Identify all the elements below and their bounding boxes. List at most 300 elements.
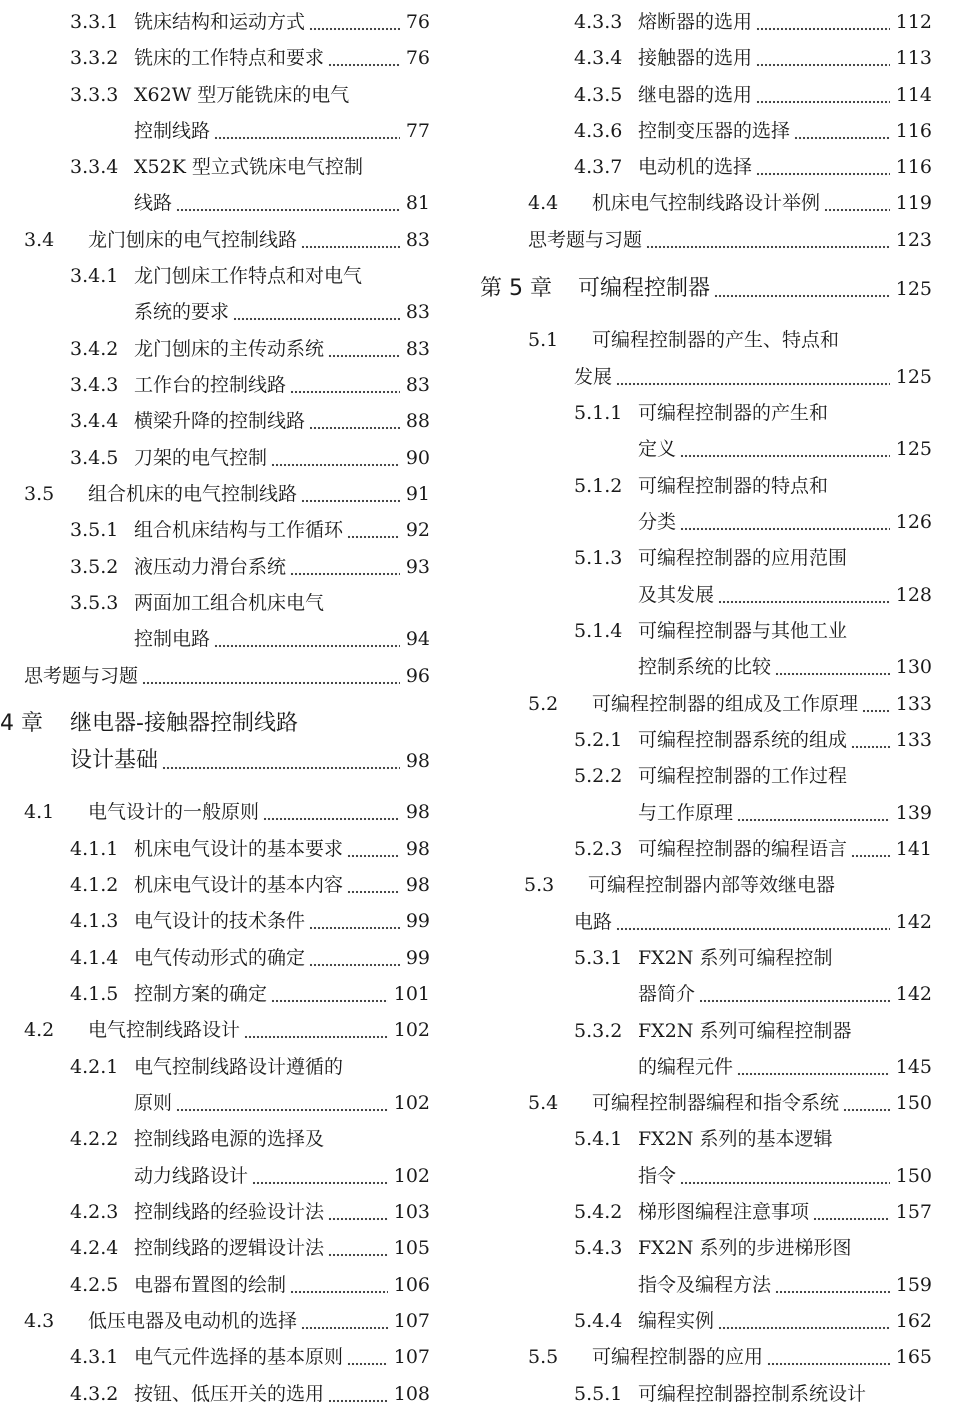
toc-entry xyxy=(0,834,430,864)
entry-heading xyxy=(574,152,752,182)
section-number: 5.4.1 xyxy=(574,1128,623,1150)
page-number: 96 xyxy=(405,665,430,687)
toc-entry xyxy=(0,870,430,900)
section-number: 4.1.4 xyxy=(70,947,119,969)
dot-leader xyxy=(347,515,400,545)
section-title: 思考题与习题 xyxy=(24,665,139,687)
toc-entry xyxy=(476,907,932,937)
dot-leader xyxy=(290,552,400,582)
toc-entry xyxy=(476,834,932,864)
toc-entry xyxy=(476,616,932,646)
entry-heading xyxy=(574,1306,714,1336)
entry-heading xyxy=(70,979,267,1009)
section-title: 控制线路 xyxy=(134,120,211,142)
toc-entry xyxy=(0,979,430,1009)
entry-heading xyxy=(574,1124,832,1154)
section-title: 控制线路的经验设计法 xyxy=(134,1201,325,1223)
toc-entry xyxy=(476,471,932,501)
toc-entry xyxy=(0,1124,430,1154)
page-number: 123 xyxy=(895,229,932,251)
page-number: 133 xyxy=(895,729,932,751)
section-number: 5.1.4 xyxy=(574,620,623,642)
page-number: 162 xyxy=(895,1310,932,1332)
page-number: 91 xyxy=(405,483,430,505)
dot-leader xyxy=(794,116,890,146)
section-title: 线路 xyxy=(134,192,173,214)
page-number: 150 xyxy=(895,1092,932,1114)
toc-entry xyxy=(0,1379,430,1409)
dot-leader xyxy=(699,979,890,1009)
toc-entry xyxy=(476,979,932,1009)
entry-heading xyxy=(638,798,733,828)
toc-entry xyxy=(476,80,932,110)
section-title: 控制变压器的选择 xyxy=(638,120,791,142)
dot-leader xyxy=(813,1197,890,1227)
section-number: 4.4 xyxy=(528,192,559,214)
section-title: 可编程控制器与其他工业 xyxy=(638,620,848,642)
section-number: 3.5.2 xyxy=(70,556,119,578)
section-title: 电器布置图的绘制 xyxy=(134,1274,287,1296)
page-number: 139 xyxy=(895,802,932,824)
dot-leader xyxy=(214,624,400,654)
dot-leader xyxy=(775,1270,890,1300)
toc-entry xyxy=(0,1233,430,1263)
section-number: 4.2.1 xyxy=(70,1056,119,1078)
section-number: 4.3.1 xyxy=(70,1346,119,1368)
section-title: 继电器的选用 xyxy=(638,84,753,106)
toc-entry xyxy=(0,443,430,473)
section-title: 机床电气设计的基本要求 xyxy=(134,838,344,860)
page-number: 94 xyxy=(405,628,430,650)
toc-entry xyxy=(476,798,932,828)
dot-leader xyxy=(680,1161,890,1191)
section-title: 龙门刨床工作特点和对电气 xyxy=(134,265,363,287)
dot-leader xyxy=(301,479,400,509)
page-number: 102 xyxy=(393,1019,430,1041)
entry-heading xyxy=(638,652,771,682)
section-title: 控制系统的比较 xyxy=(638,656,772,678)
dot-leader xyxy=(775,652,890,682)
entry-heading xyxy=(70,834,343,864)
toc-entry xyxy=(476,398,932,428)
section-number: 4.2.5 xyxy=(70,1274,119,1296)
entry-heading xyxy=(70,552,286,582)
page-number: 116 xyxy=(895,156,932,178)
page-number: 92 xyxy=(405,519,430,541)
entry-heading xyxy=(574,362,612,392)
section-number: 3.4.5 xyxy=(70,447,119,469)
entry-heading xyxy=(70,80,349,110)
section-number: 3.4.4 xyxy=(70,410,119,432)
section-number: 4.1.1 xyxy=(70,838,119,860)
dot-leader xyxy=(309,7,400,37)
toc-entry xyxy=(0,588,430,618)
page-number: 98 xyxy=(405,801,430,823)
dot-leader xyxy=(737,798,890,828)
dot-leader xyxy=(714,274,890,304)
section-number: 4.2.2 xyxy=(70,1128,119,1150)
entry-heading xyxy=(524,870,835,900)
toc-entry xyxy=(476,689,932,719)
section-number: 5.4.2 xyxy=(574,1201,623,1223)
toc-entry xyxy=(476,188,932,218)
page-number: 112 xyxy=(895,11,932,33)
section-title: 液压动力滑台系统 xyxy=(134,556,287,578)
dot-leader xyxy=(737,1052,890,1082)
entry-heading xyxy=(528,1088,839,1118)
section-number: 4.3 xyxy=(24,1310,55,1332)
toc-entry xyxy=(0,1161,430,1191)
page-number: 165 xyxy=(895,1346,932,1368)
section-number: 5.1.1 xyxy=(574,402,623,424)
dot-leader xyxy=(214,116,400,146)
section-title: 可编程控制器的应用 xyxy=(592,1346,764,1368)
section-number: 4.3.2 xyxy=(70,1383,119,1405)
page-number: 142 xyxy=(895,911,932,933)
page-number: 125 xyxy=(895,278,932,300)
toc-entry xyxy=(0,943,430,973)
toc-entry xyxy=(0,261,430,291)
dot-leader xyxy=(680,507,890,537)
toc-entry xyxy=(0,116,430,146)
section-title: 可编程控制器的工作过程 xyxy=(638,765,848,787)
dot-leader xyxy=(142,661,400,691)
section-title: 动力线路设计 xyxy=(134,1165,249,1187)
entry-heading xyxy=(134,297,229,327)
dot-leader xyxy=(646,225,890,255)
toc-entry xyxy=(476,1016,932,1046)
entry-heading xyxy=(70,43,324,73)
section-number: 5.5.1 xyxy=(574,1383,623,1405)
section-title: 铣床结构和运动方式 xyxy=(134,11,306,33)
toc-entry xyxy=(0,515,430,545)
entry-heading xyxy=(574,725,847,755)
entry-heading xyxy=(134,1088,172,1118)
entry-heading xyxy=(574,761,847,791)
entry-heading xyxy=(134,1161,248,1191)
entry-heading xyxy=(528,689,858,719)
entry-heading xyxy=(70,152,363,182)
dot-leader xyxy=(616,362,890,392)
section-number: 5.2.2 xyxy=(574,765,623,787)
page-number: 102 xyxy=(393,1092,430,1114)
toc-entry xyxy=(0,1270,430,1300)
section-number: 5.3.1 xyxy=(574,947,623,969)
dot-leader xyxy=(862,689,890,719)
toc-entry xyxy=(476,870,932,900)
entry-heading xyxy=(70,1233,324,1263)
toc-entry xyxy=(0,624,430,654)
section-number: 5.4.4 xyxy=(574,1310,623,1332)
page-number: 107 xyxy=(393,1310,430,1332)
section-title: 工作台的控制线路 xyxy=(134,374,287,396)
section-title: 控制线路电源的选择及 xyxy=(134,1128,325,1150)
entry-heading xyxy=(70,334,324,364)
entry-heading xyxy=(574,1197,809,1227)
toc-entry xyxy=(0,334,430,364)
entry-heading xyxy=(574,834,847,864)
section-title: 可编程控制器的产生、特点和 xyxy=(592,329,840,351)
section-title: 机床电气控制线路设计举例 xyxy=(592,192,821,214)
section-number: 3.4.1 xyxy=(70,265,119,287)
entry-heading xyxy=(70,1052,343,1082)
entry-heading xyxy=(24,661,138,691)
dot-leader xyxy=(176,188,400,218)
dot-leader xyxy=(301,225,400,255)
dot-leader xyxy=(756,43,890,73)
section-title: 分类 xyxy=(638,511,677,533)
section-title: 电气控制线路设计遵循的 xyxy=(134,1056,344,1078)
entry-heading xyxy=(70,261,362,291)
toc-entry xyxy=(476,652,932,682)
section-number: 3.5.1 xyxy=(70,519,119,541)
toc-entry xyxy=(0,552,430,582)
toc-entry xyxy=(0,188,430,218)
toc-entry xyxy=(0,152,430,182)
section-title: 熔断器的选用 xyxy=(638,11,753,33)
section-title: 及其发展 xyxy=(638,584,715,606)
section-title: 可编程控制器 xyxy=(578,276,711,301)
entry-heading xyxy=(480,274,710,304)
section-title: 控制电路 xyxy=(134,628,211,650)
entry-heading xyxy=(70,746,158,776)
section-number: 4.1.5 xyxy=(70,983,119,1005)
toc-entry xyxy=(476,1379,932,1409)
section-title: 电气元件选择的基本原则 xyxy=(134,1346,344,1368)
toc-entry xyxy=(0,80,430,110)
dot-leader xyxy=(718,1306,890,1336)
entry-heading xyxy=(24,479,297,509)
toc-entry xyxy=(0,1015,430,1045)
toc-entry xyxy=(0,1088,430,1118)
page-number: 159 xyxy=(895,1274,932,1296)
page-number: 76 xyxy=(405,11,430,33)
page-number: 88 xyxy=(405,410,430,432)
entry-heading xyxy=(638,1052,733,1082)
toc-entry xyxy=(0,661,430,691)
section-title: 发展 xyxy=(574,366,613,388)
entry-heading xyxy=(638,507,676,537)
entry-heading xyxy=(574,43,752,73)
entry-heading xyxy=(70,515,343,545)
section-title: 原则 xyxy=(134,1092,173,1114)
toc-entry xyxy=(476,1161,932,1191)
toc-entry xyxy=(476,225,932,255)
toc-entry xyxy=(476,1306,932,1336)
toc-entry xyxy=(476,943,932,973)
toc-entry xyxy=(0,797,430,827)
entry-heading xyxy=(528,225,642,255)
page-number: 125 xyxy=(895,438,932,460)
entry-heading xyxy=(70,943,305,973)
section-title: 指令 xyxy=(638,1165,677,1187)
section-title: 思考题与习题 xyxy=(528,229,643,251)
entry-heading xyxy=(0,709,298,739)
section-number: 5.2.1 xyxy=(574,729,623,751)
entry-heading xyxy=(574,398,828,428)
entry-heading xyxy=(574,1379,866,1409)
section-number: 4.1.3 xyxy=(70,910,119,932)
section-title: FX2N 系列可编程控制 xyxy=(638,947,833,969)
entry-heading xyxy=(70,7,305,37)
section-title: 两面加工组合机床电气 xyxy=(134,592,325,614)
section-number: 5.5 xyxy=(528,1346,559,1368)
toc-entry xyxy=(476,152,932,182)
section-title: 可编程控制器的产生和 xyxy=(638,402,829,424)
page-number: 99 xyxy=(405,910,430,932)
page-number: 128 xyxy=(895,584,932,606)
section-title: 的编程元件 xyxy=(638,1056,734,1078)
dot-leader xyxy=(616,907,890,937)
dot-leader xyxy=(680,434,890,464)
dot-leader xyxy=(756,80,890,110)
entry-heading xyxy=(528,325,839,355)
section-title: 设计基础 xyxy=(70,748,159,773)
page-number: 157 xyxy=(895,1201,932,1223)
entry-heading xyxy=(70,370,286,400)
entry-heading xyxy=(638,979,695,1009)
dot-leader xyxy=(162,746,400,776)
section-number: 4.3.4 xyxy=(574,47,623,69)
page-number: 83 xyxy=(405,229,430,251)
dot-leader xyxy=(328,43,400,73)
toc-entry xyxy=(476,725,932,755)
section-title: 控制线路的逻辑设计法 xyxy=(134,1237,325,1259)
section-number: 5.2 xyxy=(528,693,559,715)
entry-heading xyxy=(528,1342,763,1372)
section-title: 龙门刨床的主传动系统 xyxy=(134,338,325,360)
entry-heading xyxy=(574,543,847,573)
toc-entry xyxy=(476,1124,932,1154)
section-number: 3.3.3 xyxy=(70,84,119,106)
section-title: FX2N 系列的基本逻辑 xyxy=(638,1128,833,1150)
section-number: 3.5.3 xyxy=(70,592,119,614)
section-number: 5.2.3 xyxy=(574,838,623,860)
section-title: 指令及编程方法 xyxy=(638,1274,772,1296)
section-title: 可编程控制器控制系统设计 xyxy=(638,1383,867,1405)
dot-leader xyxy=(851,725,890,755)
page-number: 107 xyxy=(393,1346,430,1368)
chapter-entry xyxy=(0,709,430,739)
dot-leader xyxy=(290,1270,388,1300)
section-number: 4.3.7 xyxy=(574,156,623,178)
section-title: 电气传动形式的确定 xyxy=(134,947,306,969)
entry-heading xyxy=(70,1197,324,1227)
dot-leader xyxy=(328,1379,388,1409)
page-number: 106 xyxy=(393,1274,430,1296)
entry-heading xyxy=(574,471,828,501)
dot-leader xyxy=(244,1015,388,1045)
section-number: 4.2.3 xyxy=(70,1201,119,1223)
section-title: 接触器的选用 xyxy=(638,47,753,69)
dot-leader xyxy=(851,834,890,864)
section-number: 3.4 xyxy=(24,229,55,251)
section-title: 可编程控制器的应用范围 xyxy=(638,547,848,569)
section-title: 电气设计的一般原则 xyxy=(88,801,260,823)
toc-entry xyxy=(476,362,932,392)
page-number: 114 xyxy=(895,84,932,106)
chapter-entry xyxy=(476,274,932,304)
entry-heading xyxy=(638,1270,771,1300)
section-title: 低压电器及电动机的选择 xyxy=(88,1310,298,1332)
entry-heading xyxy=(24,797,259,827)
section-number: 3.3.1 xyxy=(70,11,119,33)
dot-leader xyxy=(767,1342,890,1372)
section-title: FX2N 系列的步进梯形图 xyxy=(638,1237,852,1259)
toc-entry xyxy=(476,7,932,37)
page-number: 77 xyxy=(405,120,430,142)
section-title: 可编程控制器系统的组成 xyxy=(638,729,848,751)
toc-entry xyxy=(476,1270,932,1300)
entry-heading xyxy=(574,1233,851,1263)
page-number: 125 xyxy=(895,366,932,388)
section-title: 编程实例 xyxy=(638,1310,715,1332)
page-number: 141 xyxy=(895,838,932,860)
dot-leader xyxy=(328,334,400,364)
section-number: 5.1.3 xyxy=(574,547,623,569)
entry-heading xyxy=(134,116,210,146)
section-title: 系统的要求 xyxy=(134,301,230,323)
toc-entry xyxy=(0,906,430,936)
page-number: 98 xyxy=(405,838,430,860)
section-title: 电路 xyxy=(574,911,613,933)
dot-leader xyxy=(290,370,400,400)
section-title: 控制方案的确定 xyxy=(134,983,268,1005)
section-number: 3.3.2 xyxy=(70,47,119,69)
page-number: 81 xyxy=(405,192,430,214)
page-number: 105 xyxy=(393,1237,430,1259)
page-number: 150 xyxy=(895,1165,932,1187)
page-number: 90 xyxy=(405,447,430,469)
entry-heading xyxy=(24,225,297,255)
toc-entry xyxy=(0,1306,430,1336)
entry-heading xyxy=(574,907,612,937)
toc-entry xyxy=(476,1088,932,1118)
section-number: 5.4 xyxy=(528,1092,559,1114)
toc-entry xyxy=(0,225,430,255)
entry-heading xyxy=(638,434,676,464)
section-number: 4.2 xyxy=(24,1019,55,1041)
toc-entry xyxy=(476,43,932,73)
section-title: 龙门刨床的电气控制线路 xyxy=(88,229,298,251)
dot-leader xyxy=(347,870,400,900)
page-number: 103 xyxy=(393,1201,430,1223)
section-number: 4.3.3 xyxy=(574,11,623,33)
toc-entry xyxy=(0,406,430,436)
entry-heading xyxy=(574,1016,851,1046)
dot-leader xyxy=(347,834,400,864)
page-number: 83 xyxy=(405,338,430,360)
entry-heading xyxy=(638,1161,676,1191)
section-title: 组合机床的电气控制线路 xyxy=(88,483,298,505)
entry-heading xyxy=(24,1306,297,1336)
dot-leader xyxy=(233,297,400,327)
section-title: 组合机床结构与工作循环 xyxy=(134,519,344,541)
section-title: 横梁升降的控制线路 xyxy=(134,410,306,432)
dot-leader xyxy=(263,797,400,827)
dot-leader xyxy=(271,979,388,1009)
section-number: 5.3 xyxy=(524,874,555,896)
section-title: 铣床的工作特点和要求 xyxy=(134,47,325,69)
section-number: 4.2.4 xyxy=(70,1237,119,1259)
section-number: 3.3.4 xyxy=(70,156,119,178)
page-number: 130 xyxy=(895,656,932,678)
toc-entry xyxy=(476,1233,932,1263)
toc-entry xyxy=(476,1197,932,1227)
page-number: 102 xyxy=(393,1165,430,1187)
toc-entry xyxy=(0,1197,430,1227)
dot-leader xyxy=(309,943,400,973)
